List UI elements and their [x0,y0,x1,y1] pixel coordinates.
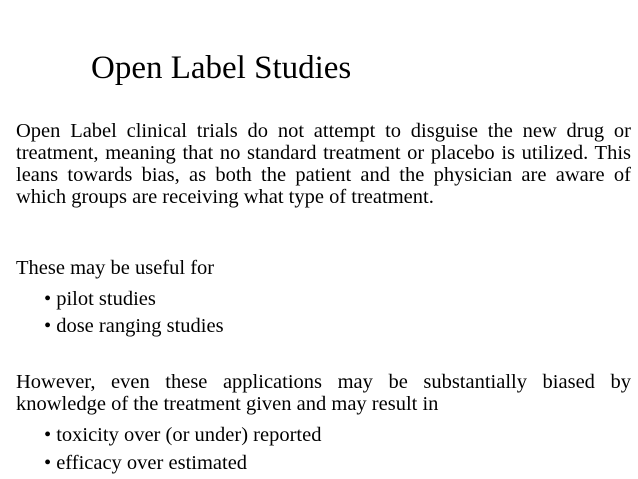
list-item-text: dose ranging studies [56,315,224,337]
results-list [16,421,631,477]
usage-list [16,286,631,340]
list-item [16,286,631,313]
intro-paragraph: Open Label clinical trials do not attempt to disguise the new drug or treatment, meaning that no standard treatment or placebo is utilized. This leans towards bias, as both the patient and the physician are aware of which groups are receiving what type of treatment. [16,120,631,208]
bullet-icon: • [44,288,52,310]
slide-title: Open Label Studies [91,50,352,86]
list-item-text: toxicity over (or under) reported [56,424,322,446]
bias-paragraph: However, even these applications may be substantially biased by knowledge of the treatment given and may result in [16,371,631,415]
list-item [16,449,631,477]
list-item [16,313,631,340]
list-item-text: efficacy over estimated [56,452,248,474]
list-item [16,421,631,449]
usage-paragraph: These may be useful for [16,257,215,279]
bullet-icon: • [44,424,52,446]
list-item-text: pilot studies [56,288,156,310]
bullet-icon: • [44,452,52,474]
bullet-icon: • [44,315,52,337]
